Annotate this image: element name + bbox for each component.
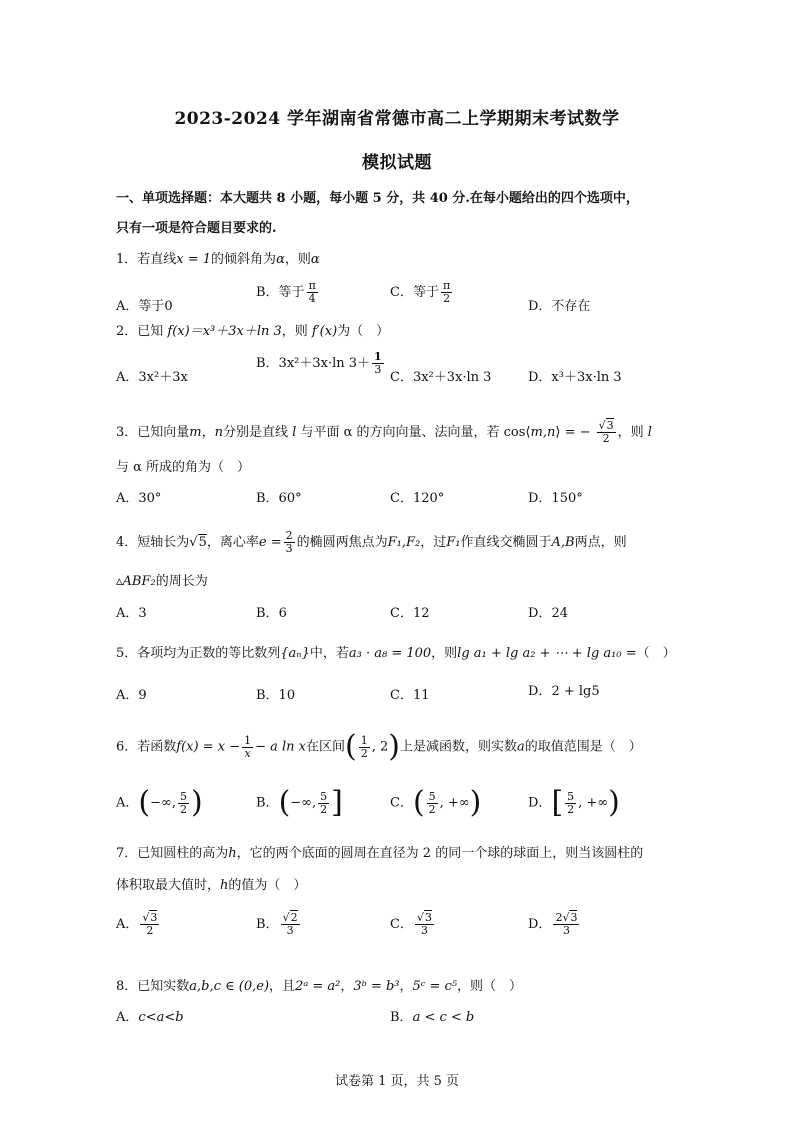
question-7-option-c: C． $\frac{√3}{3}$ — [390, 911, 432, 937]
question-2-option-c: C．3x²＋3x·ln 3 — [390, 370, 492, 385]
question-4-stem-cont: ▵ABF₂的周长为 — [116, 574, 208, 589]
question-6-option-a: A．(−∞, $\frac{5}{2}$ ) — [116, 785, 203, 820]
question-6-option-c: C．( $\frac{5}{2}$ , +∞) — [390, 785, 482, 820]
question-4-option-d: D．24 — [528, 606, 568, 621]
exam-subtitle: 模拟试题 — [362, 153, 432, 173]
question-7-option-d: D． $\frac{2√3}{3}$ — [528, 911, 578, 937]
question-7-stem: 7．已知圆柱的高为h，它的两个底面的圆周在直径为 2 的同一个球的球面上，则当该圆柱的 — [116, 846, 644, 861]
question-8-option-a: A．c<a<b — [116, 1010, 184, 1025]
question-7-option-b: B． $\frac{√2}{3}$ — [256, 911, 298, 937]
question-3-stem: 3．已知向量m，n分别是直线 l 与平面 α 的方向向量、法向量，若 cos⟨m,n⟩ = − $\frac{√3}{2}$ ，则 l — [116, 419, 652, 445]
question-5-option-c: C．11 — [390, 688, 430, 703]
question-6-option-d: D．[ $\frac{5}{2}$ , +∞) — [528, 785, 620, 820]
question-3-option-c: C．120° — [390, 491, 445, 506]
question-3-stem-cont: 与 α 所成的角为（ ） — [116, 460, 251, 475]
question-3-option-b: B．60° — [256, 491, 302, 506]
question-2-stem: 2．已知 f(x)＝x³＋3x＋ln 3，则 f′(x)为（ ） — [116, 324, 390, 339]
question-4-option-c: C．12 — [390, 606, 430, 621]
question-7-option-a: A． $\frac{√3}{2}$ — [116, 911, 158, 937]
section-heading-line1: 一、单项选择题：本大题共 8 小题，每小题 5 分，共 40 分.在每小题给出的四个选项中， — [116, 191, 639, 206]
question-8-stem: 8．已知实数a,b,c ∈ (0,e)，且2ᵃ = a²，3ᵇ = b³，5ᶜ = c⁵，则（ ） — [116, 979, 523, 994]
question-2-option-d: D．x³＋3x·ln 3 — [528, 370, 622, 385]
question-1-option-c: C．等于 $\frac{\pi}{2}$ — [390, 279, 451, 305]
question-1-option-b: B．等于 $\frac{\pi}{4}$ — [256, 279, 316, 305]
section-heading-line2: 只有一项是符合题目要求的. — [116, 221, 277, 236]
question-5-option-d: D．2 + lg5 — [528, 684, 600, 699]
question-4-option-b: B．6 — [256, 606, 287, 621]
question-4-option-a: A．3 — [116, 606, 147, 621]
question-6-stem: 6．若函数f(x) = x − $\frac{1}{x}$ − a ln x在区间( $\frac{1}{2}$ , 2)上是减函数，则实数a的取值范围是（ ） — [116, 729, 642, 764]
question-6-option-b: B．(−∞, $\frac{5}{2}$ ] — [256, 785, 343, 820]
page-footer: 试卷第 1 页，共 5 页 — [334, 1074, 460, 1089]
question-4-stem: 4．短轴长为√5，离心率e = $\frac{2}{3}$ 的椭圆两焦点为F₁,F₂，过F₁作直线交椭圆于A,B两点，则 — [116, 529, 627, 555]
question-1-stem: 1．若直线x = 1的倾斜角为α，则α — [116, 252, 320, 267]
question-5-option-a: A．9 — [116, 688, 147, 703]
exam-title: 2023-2024 学年湖南省常德市高二上学期期末考试数学 — [174, 109, 620, 129]
question-1-option-a: A．等于0 — [116, 299, 173, 314]
question-8-option-b: B．a < c < b — [390, 1010, 475, 1025]
question-3-option-d: D．150° — [528, 491, 583, 506]
question-1-option-d: D．不存在 — [528, 299, 591, 314]
question-2-option-a: A．3x²＋3x — [116, 370, 188, 385]
question-3-option-a: A．30° — [116, 491, 162, 506]
question-2-option-b: B．3x²＋3x·ln 3＋ $\frac{1}{3}$ — [256, 350, 382, 376]
question-7-stem-cont: 体积取最大值时，h的值为（ ） — [116, 878, 307, 893]
question-5-option-b: B．10 — [256, 688, 296, 703]
question-5-stem: 5．各项均为正数的等比数列{aₙ}中，若a₃ · a₈ = 100，则lg a₁ + lg a₂ + ⋯ + lg a₁₀ =（ ） — [116, 646, 676, 661]
